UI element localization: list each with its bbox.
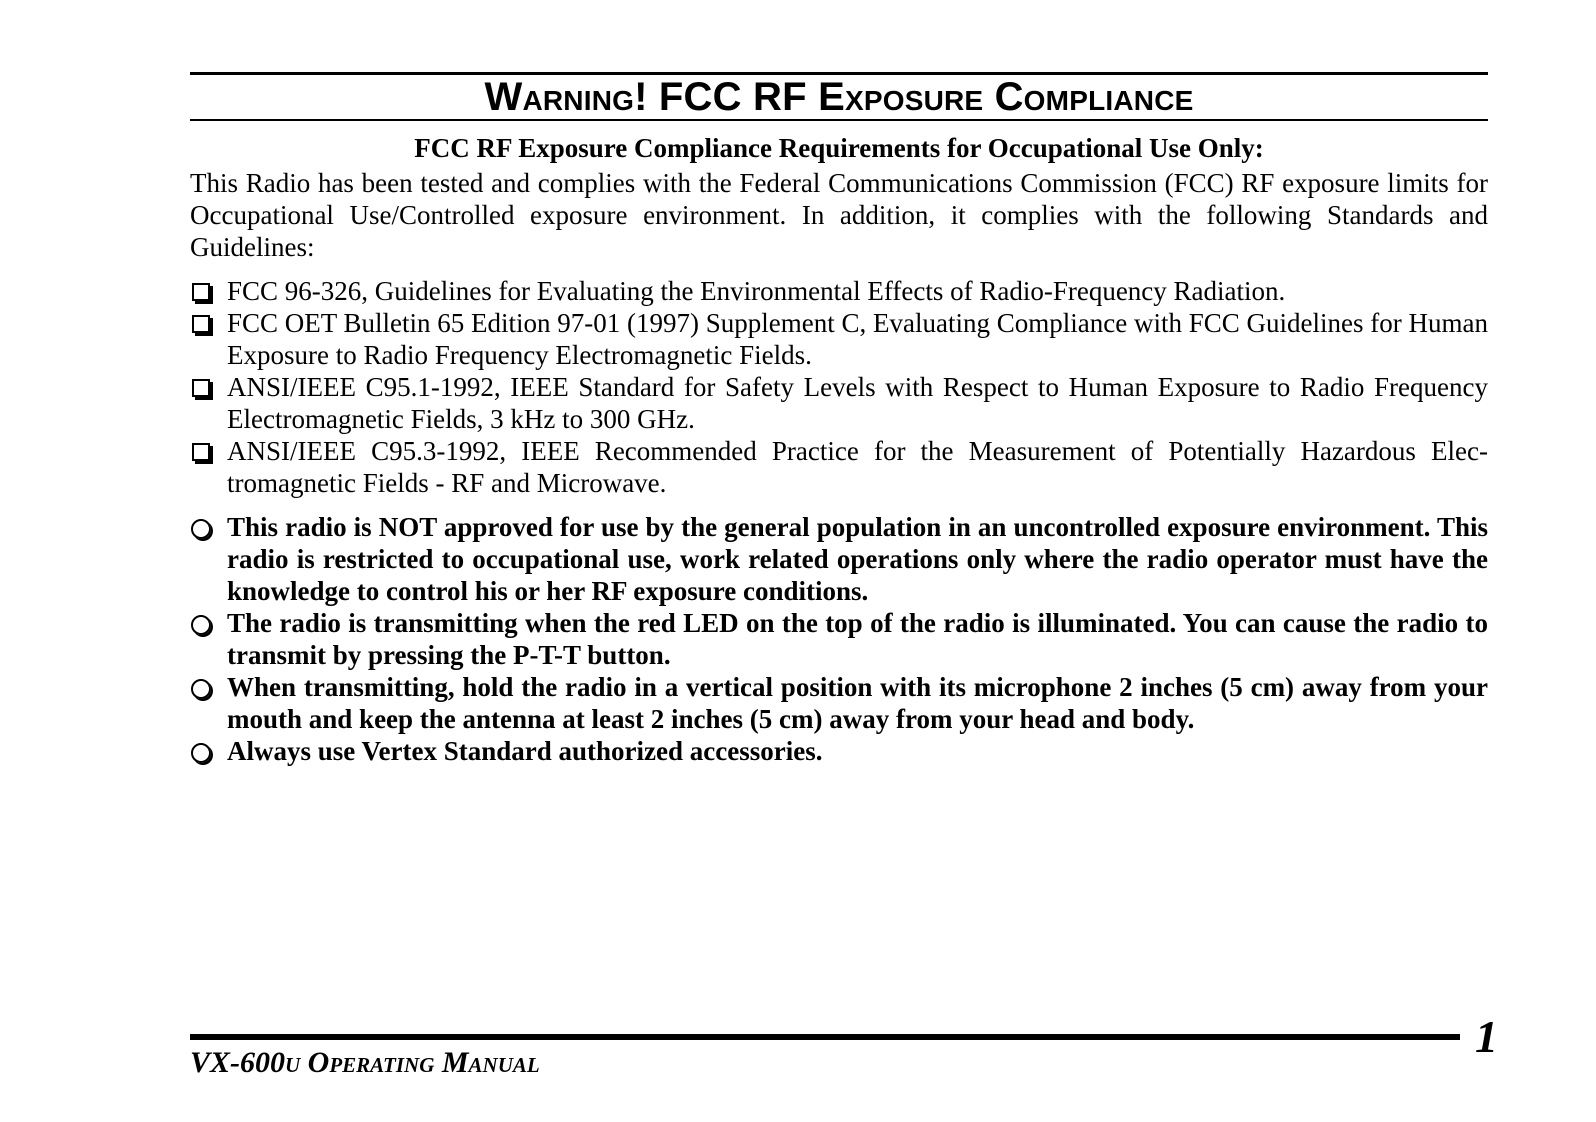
footer-rule: [190, 1034, 1460, 1040]
warning-list-item: [190, 735, 1488, 767]
title-bottom-rule: [190, 119, 1488, 121]
warning-list-item: [190, 607, 1488, 671]
warning-list-item: [190, 671, 1488, 735]
standards-list: [190, 275, 1488, 499]
section-subtitle: FCC RF Exposure Compliance Requirements for Occupational Use Only:: [414, 133, 1264, 163]
warning-list-item: [190, 511, 1488, 607]
standards-item-text: ANSI/IEEE C95.3-1992, IEEE Recommended Practice for the Measurement of Potentially Hazardous Electromagnetic Fields - RF and Microwave.: [227, 436, 1488, 498]
warning-item-text: Always use Vertex Standard authorized accessories.: [227, 736, 823, 766]
page-title: Warning! FCC RF Exposure Compliance: [484, 75, 1194, 119]
standards-list-item: [190, 307, 1488, 371]
standards-list-item: [190, 435, 1488, 499]
footer-manual-title: VX-600u Operating Manual: [190, 1046, 540, 1079]
page-number: 1: [1475, 1011, 1498, 1062]
intro-paragraph: This Radio has been tested and complies with the Federal Communications Commission (FCC) RF exposure limits for Occupational Use/Controlled exposure environment. In addition, it complies with the following Standards and Guidelines:: [190, 168, 1488, 262]
standards-item-text: FCC 96-326, Guidelines for Evaluating the Environmental Effects of Radio-Frequency Radiation.: [227, 276, 1286, 306]
standards-item-text: ANSI/IEEE C95.1-1992, IEEE Standard for Safety Levels with Respect to Human Exposure to Radio Frequency Electromagnetic Fields, 3 kHz to 300 GHz.: [227, 372, 1488, 434]
warnings-list: [190, 511, 1488, 767]
circle-bullet-icon: [191, 743, 211, 763]
document-page: [190, 72, 1488, 767]
standards-list-item: [190, 371, 1488, 435]
circle-bullet-icon: [191, 615, 211, 635]
standards-list-item: [190, 275, 1488, 307]
warning-item-text: This radio is NOT approved for use by the general population in an uncontrolled exposure environment. This radio is restricted to occupational use, work related operations only where the radio operator must have the knowledge to control his or her RF exposure conditions.: [227, 512, 1488, 606]
circle-bullet-icon: [191, 679, 211, 699]
warning-item-text: When transmitting, hold the radio in a vertical position with its microphone 2 inches (5 cm) away from your mouth and keep the antenna at least 2 inches (5 cm) away from your head and body.: [227, 672, 1488, 734]
warning-item-text: The radio is transmitting when the red LED on the top of the radio is illuminated. You can cause the radio to transmit by pressing the P-T-T button.: [227, 608, 1488, 670]
checkbox-bullet-icon: [192, 315, 210, 333]
standards-item-text: FCC OET Bulletin 65 Edition 97-01 (1997) Supplement C, Evaluating Compliance with FCC Guidelines for Human Exposure to Radio Frequency Electromagnetic Fields.: [227, 308, 1488, 370]
circle-bullet-icon: [191, 519, 211, 539]
checkbox-bullet-icon: [192, 283, 210, 301]
checkbox-bullet-icon: [192, 379, 210, 397]
checkbox-bullet-icon: [192, 443, 210, 461]
